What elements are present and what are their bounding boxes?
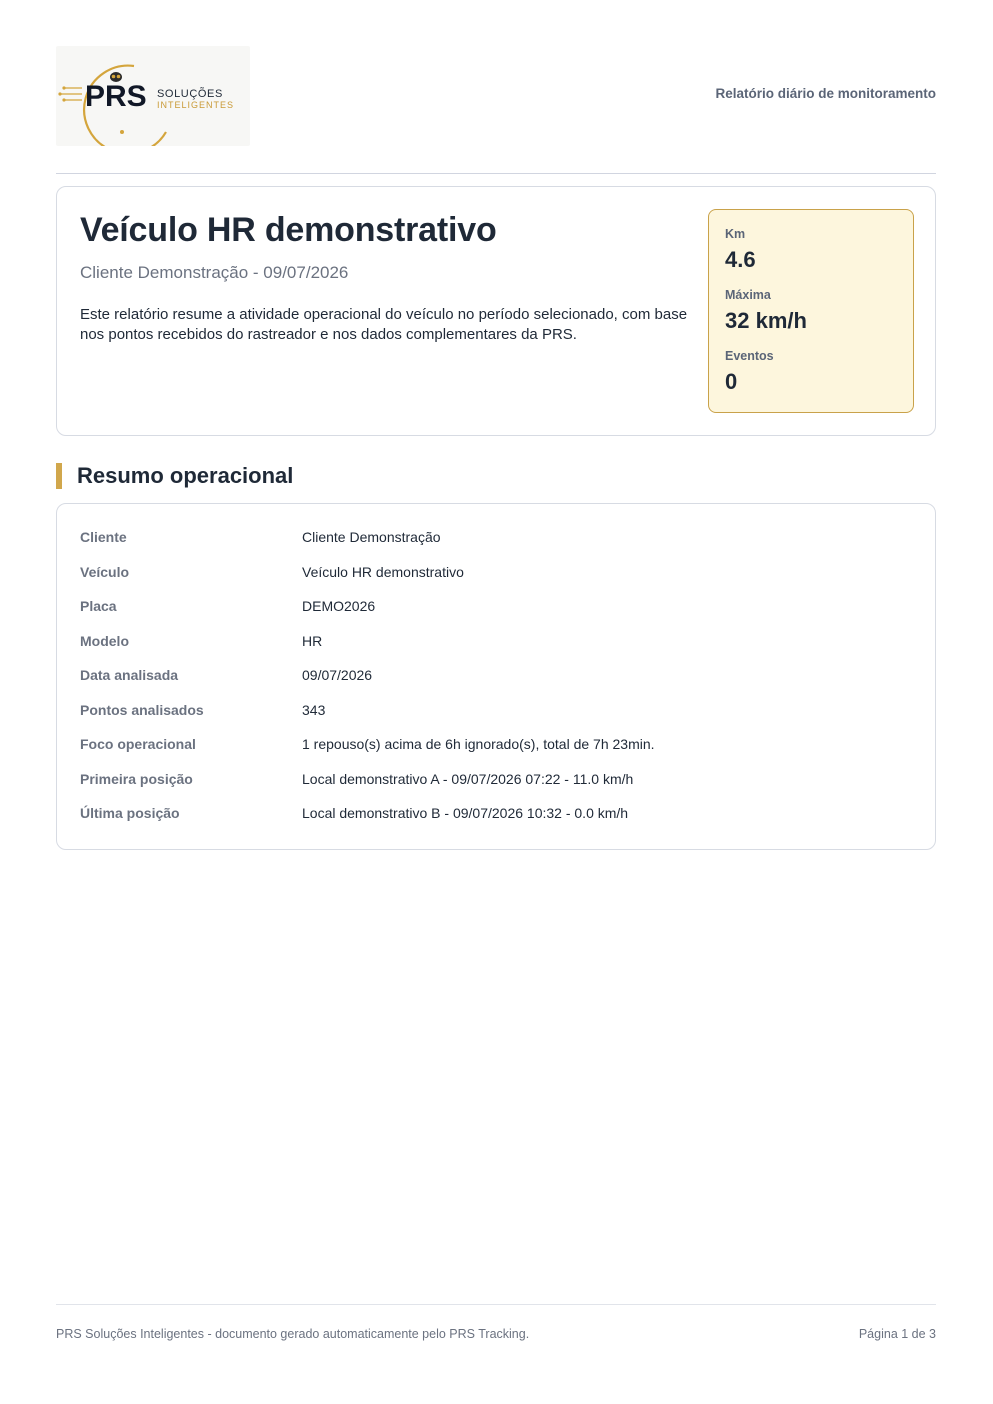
summary-row-value: Cliente Demonstração (302, 529, 441, 545)
logo-line2: INTELIGENTES (157, 100, 235, 110)
footer-divider (56, 1304, 936, 1305)
summary-row-value: 09/07/2026 (302, 667, 373, 683)
report-type: Relatório diário de monitoramento (715, 86, 936, 101)
summary-row-label: Primeira posição (80, 770, 193, 787)
summary-row-value: Veículo HR demonstrativo (302, 563, 464, 580)
summary-row (80, 736, 910, 756)
summary-row-label: Placa (80, 598, 117, 614)
kpi-max-value: 32 km/h (725, 308, 807, 333)
prs-logo (56, 46, 250, 146)
logo-line1: SOLUÇÕES (157, 88, 223, 100)
summary-row-label: Pontos analisados (80, 701, 204, 718)
summary-row-label: Modelo (80, 632, 129, 649)
summary-row (80, 667, 910, 687)
summary-row-value: Local demonstrativo B - 09/07/2026 10:32 - 0.0 km/h (302, 805, 629, 821)
summary-table (56, 503, 936, 850)
kpi-panel (708, 209, 914, 413)
summary-row-value: DEMO2026 (302, 598, 376, 614)
summary-row-label: Data analisada (80, 667, 179, 683)
section-accent-bar (56, 463, 62, 489)
summary-row (80, 805, 910, 825)
page-header (56, 44, 936, 174)
kpi-events-label: Eventos (725, 349, 774, 363)
summary-row-label: Cliente (80, 529, 127, 545)
summary-row-label: Veículo (80, 563, 130, 580)
summary-row-value: HR (302, 632, 323, 649)
kpi-events-value: 0 (725, 369, 738, 394)
report-description: Este relatório resume a atividade operacional do veículo no período selecionado, com base nos pontos recebidos do rastreador e nos dados complementares da PRS. (80, 306, 688, 343)
page-number: Página 1 de 3 (858, 1327, 936, 1341)
vehicle-card (56, 186, 936, 436)
summary-row-label: Foco operacional (80, 736, 196, 752)
vehicle-title: Veículo HR demonstrativo (80, 211, 497, 249)
summary-row-value: 1 repouso(s) acima de 6h ignorado(s), total de 7h 23min. (302, 736, 655, 752)
footer-note: PRS Soluções Inteligentes - documento gerado automaticamente pelo PRS Tracking. (56, 1327, 530, 1341)
summary-row-value: 343 (302, 701, 326, 718)
logo-brand: PRS (85, 80, 147, 113)
summary-row-value: Local demonstrativo A - 09/07/2026 07:22 - 11.0 km/h (302, 770, 634, 787)
section-heading (56, 462, 293, 490)
summary-row (80, 633, 910, 653)
prs-logo-graphic (56, 46, 250, 146)
kpi-km-label: Km (725, 227, 746, 241)
section-title: Resumo operacional (77, 463, 294, 488)
kpi-km-value: 4.6 (725, 247, 756, 272)
summary-row (80, 771, 910, 791)
summary-row (80, 529, 910, 549)
summary-row-label: Última posição (80, 805, 180, 821)
vehicle-subtitle: Cliente Demonstração - 09/07/2026 (80, 263, 349, 282)
kpi-max-label: Máxima (725, 288, 771, 302)
summary-row (80, 702, 910, 722)
summary-row (80, 598, 910, 618)
summary-row (80, 564, 910, 584)
